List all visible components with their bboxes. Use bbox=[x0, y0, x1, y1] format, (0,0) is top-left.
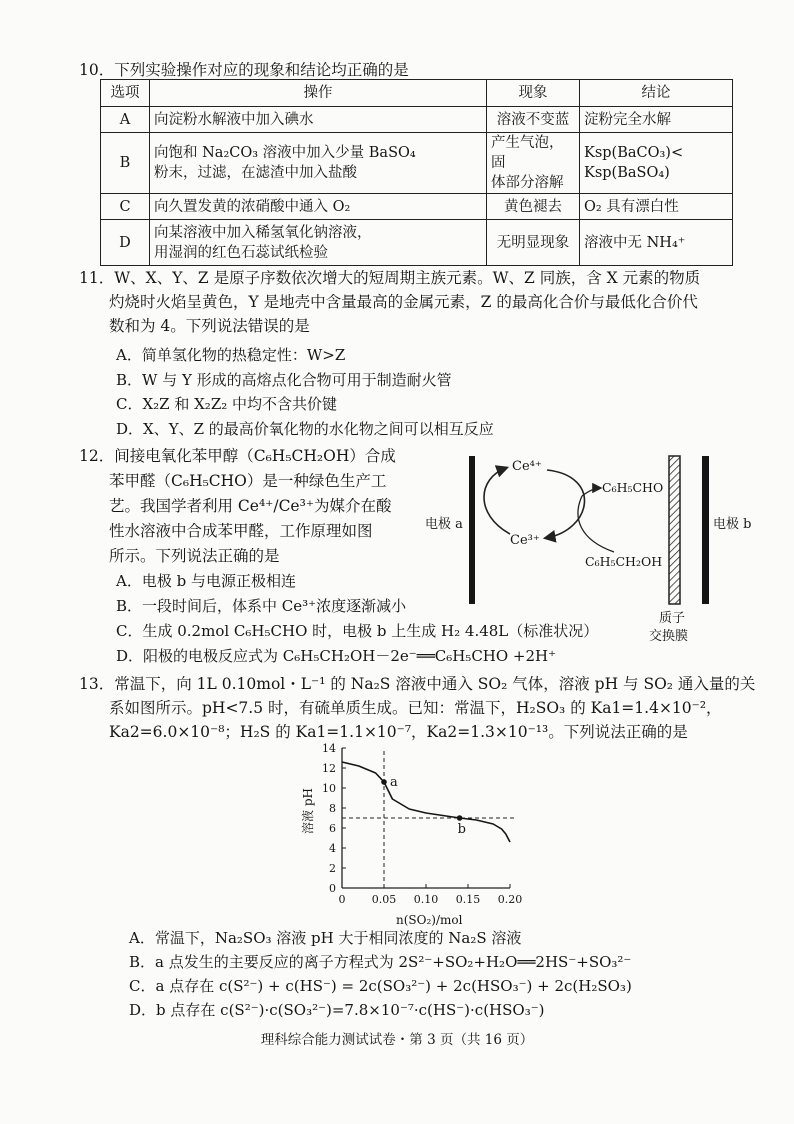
x-axis-label: n(SO₂)/mol bbox=[396, 913, 463, 927]
x-tick-label: 0.15 bbox=[455, 893, 481, 906]
membrane-label-1: 质子 bbox=[659, 611, 686, 626]
y-tick-label: 4 bbox=[329, 842, 336, 855]
phenomenon-line: 产生气泡，固 bbox=[491, 135, 564, 171]
row-conclusion: 淀粉完全水解 bbox=[580, 107, 733, 133]
stem-line: 11．W、X、Y、Z 是原子序数依次增大的短周期主族元素。W、Z 同族，含 X 元素的物质 bbox=[79, 269, 701, 287]
table-row bbox=[101, 220, 733, 266]
q10-table bbox=[100, 79, 733, 266]
ph-chart bbox=[300, 738, 535, 928]
operation-line: 向饱和 Na₂CO₃ 溶液中加入少量 BaSO₄ bbox=[154, 145, 416, 161]
q10-stem: 10．下列实验操作对应的现象和结论均正确的是 bbox=[79, 61, 409, 79]
stem-line: Ka2=6.0×10⁻⁸；H₂S 的 Ka1=1.1×10⁻⁷，Ka2=1.3×10⁻¹³。下列说法正确的是 bbox=[109, 723, 688, 741]
row-phenomenon bbox=[487, 133, 580, 194]
stem-line: 艺。我国学者利用 Ce⁴⁺/Ce³⁺为媒介在酸 bbox=[109, 497, 392, 515]
header-operation: 操作 bbox=[150, 80, 487, 107]
reactant-branch bbox=[578, 496, 614, 552]
ce3-label: Ce³⁺ bbox=[510, 533, 540, 548]
header-option: 选项 bbox=[101, 80, 150, 107]
row-operation bbox=[150, 133, 487, 194]
q13-options bbox=[129, 926, 632, 1022]
row-phenomenon bbox=[487, 220, 580, 266]
stem-line: 灼烧时火焰呈黄色，Y 是地壳中含量最高的金属元素，Z 的最高化合价与最低化合价代 bbox=[109, 293, 698, 311]
membrane-label-2: 交换膜 bbox=[649, 629, 689, 644]
option-d: D．X、Y、Z 的最高价氧化物的水化物之间可以相互反应 bbox=[116, 419, 494, 438]
stem-line: 12．间接电氧化苯甲醇（C₆H₅CH₂OH）合成 bbox=[79, 447, 396, 465]
phenomenon-line: 无明显现象 bbox=[496, 234, 570, 251]
row-operation bbox=[150, 107, 487, 133]
phenomenon-line: 体部分溶解 bbox=[491, 175, 564, 191]
x-tick-label: 0.20 bbox=[497, 893, 523, 906]
operation-line: 向久置发黄的浓硝酸中通入 O₂ bbox=[154, 198, 351, 215]
phenomenon-line: 溶液不变蓝 bbox=[496, 111, 570, 128]
row-conclusion: 溶液中无 NH₄⁺ bbox=[580, 220, 733, 266]
y-tick-label: 12 bbox=[322, 762, 336, 775]
oxidation-arrow bbox=[484, 468, 510, 534]
row-conclusion: Ksp(BaCO₃)< Ksp(BaSO₄) bbox=[580, 133, 733, 194]
option-d: D．阳极的电极反应式为 C₆H₅CH₂OH－2e⁻══C₆H₅CHO +2H⁺ bbox=[116, 647, 557, 665]
page-footer: 理科综合能力测试试卷・第 3 页（共 16 页） bbox=[260, 1032, 534, 1048]
y-tick-label: 2 bbox=[329, 862, 336, 875]
header-conclusion: 结论 bbox=[580, 80, 733, 107]
y-tick-label: 6 bbox=[329, 822, 336, 835]
operation-line: 粉末，过滤，在滤渣中加入盐酸 bbox=[154, 165, 357, 181]
y-axis-label: 溶液 pH bbox=[301, 788, 315, 834]
row-conclusion: O₂ 具有漂白性 bbox=[580, 194, 733, 220]
table-row bbox=[101, 133, 733, 194]
phenomenon-line: 黄色褪去 bbox=[504, 198, 562, 215]
stem-line: 13．常温下，向 1L 0.10mol・L⁻¹ 的 Na₂S 溶液中通入 SO₂ 气体，溶液 pH 与 SO₂ 通入量的关 bbox=[79, 675, 756, 693]
row-phenomenon bbox=[487, 194, 580, 220]
q12-stem bbox=[79, 444, 396, 569]
x-tick-label: 0.10 bbox=[413, 893, 439, 906]
ce4-label: Ce⁴⁺ bbox=[512, 459, 542, 474]
q13-stem bbox=[79, 672, 755, 744]
stem-line: 苯甲醛（C₆H₅CHO）是一种绿色生产工 bbox=[109, 472, 387, 490]
point-label-b: b bbox=[457, 822, 466, 837]
row-option: B bbox=[101, 133, 150, 194]
product-label: C₆H₅CHO bbox=[602, 480, 664, 495]
electrode-a-label: 电极 a bbox=[425, 517, 463, 532]
reactant-label: C₆H₅CH₂OH bbox=[585, 554, 663, 569]
option-c: C．X₂Z 和 X₂Z₂ 中均不含共价键 bbox=[116, 395, 338, 413]
option-a: A．电极 b 与电源正极相连 bbox=[116, 572, 296, 590]
product-arrow bbox=[582, 488, 600, 496]
option-b: B．a 点发生的主要反应的离子方程式为 2S²⁻+SO₂+H₂O══2HS⁻+SO₃²⁻ bbox=[129, 953, 632, 971]
option-a: A．简单氢化物的热稳定性：W>Z bbox=[116, 346, 346, 364]
table-row bbox=[101, 107, 733, 133]
point-b bbox=[457, 815, 463, 821]
y-tick-label: 8 bbox=[329, 802, 336, 815]
option-c: C．生成 0.2mol C₆H₅CHO 时，电极 b 上生成 H₂ 4.48L（标准状况） bbox=[116, 622, 599, 640]
electrode-b bbox=[702, 456, 709, 604]
operation-line: 用湿润的红色石蕊试纸检验 bbox=[154, 244, 328, 261]
row-operation bbox=[150, 194, 487, 220]
electrode-b-label: 电极 b bbox=[713, 517, 752, 532]
ph-curve bbox=[342, 762, 510, 842]
q11-options bbox=[116, 343, 494, 441]
table-header-row bbox=[101, 80, 733, 107]
electrode-a bbox=[469, 456, 475, 604]
operation-line: 向淀粉水解液中加入碘水 bbox=[154, 111, 314, 128]
row-phenomenon bbox=[487, 107, 580, 133]
row-option: C bbox=[101, 194, 150, 220]
option-a: A．常温下，Na₂SO₃ 溶液 pH 大于相同浓度的 Na₂S 溶液 bbox=[129, 929, 522, 947]
point-label-a: a bbox=[390, 775, 398, 790]
proton-exchange-membrane bbox=[669, 456, 680, 604]
q11-stem bbox=[79, 266, 700, 338]
operation-line: 向某溶液中加入稀氢氧化钠溶液， bbox=[154, 224, 372, 241]
stem-line: 系如图所示。pH<7.5 时，有硫单质生成。已知：常温下，H₂SO₃ 的 Ka1=1.4×10⁻²， bbox=[109, 699, 722, 717]
electrolysis-diagram bbox=[420, 448, 760, 648]
option-b: B．一段时间后，体系中 Ce³⁺浓度逐渐减小 bbox=[116, 597, 407, 615]
point-a bbox=[381, 779, 387, 785]
option-d: D．b 点存在 c(S²⁻)·c(SO₃²⁻)=7.8×10⁻⁷·c(HS⁻)·c(HSO₃⁻) bbox=[129, 1001, 545, 1019]
row-option: A bbox=[101, 107, 150, 133]
table-row bbox=[101, 194, 733, 220]
y-tick-label: 10 bbox=[322, 782, 336, 795]
header-phenomenon: 现象 bbox=[487, 80, 580, 107]
stem-line: 数和为 4。下列说法错误的是 bbox=[109, 317, 310, 335]
y-tick-label: 0 bbox=[329, 882, 336, 895]
stem-line: 性水溶液中合成苯甲醛，工作原理如图 bbox=[109, 522, 373, 540]
option-c: C．a 点存在 c(S²⁻) + c(HS⁻) = 2c(SO₃²⁻) + 2c(HSO₃⁻) + 2c(H₂SO₃) bbox=[129, 977, 632, 995]
row-operation bbox=[150, 220, 487, 266]
stem-line: 所示。下列说法正确的是 bbox=[109, 547, 280, 565]
y-tick-label: 14 bbox=[322, 742, 336, 755]
x-tick-label: 0.05 bbox=[371, 893, 397, 906]
option-b: B．W 与 Y 形成的高熔点化合物可用于制造耐火管 bbox=[116, 370, 452, 389]
row-option: D bbox=[101, 220, 150, 266]
x-tick-label: 0 bbox=[338, 893, 346, 906]
